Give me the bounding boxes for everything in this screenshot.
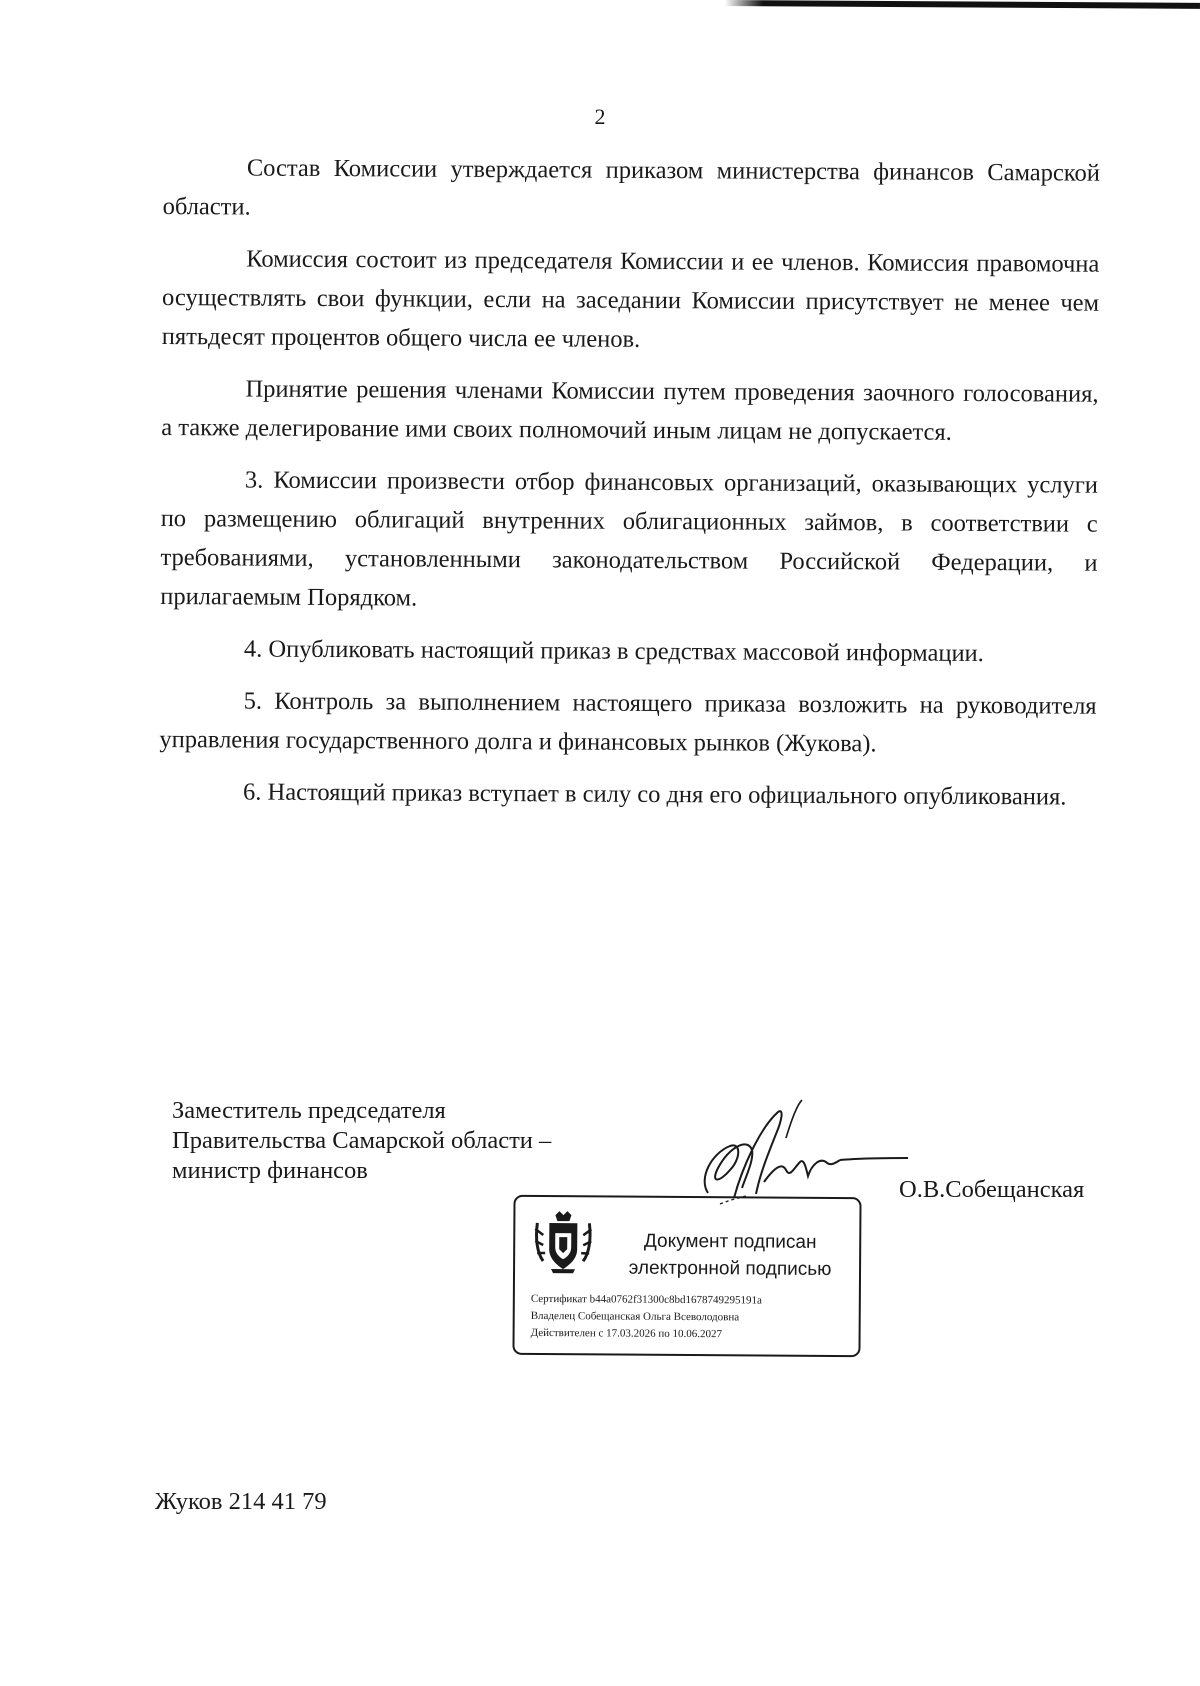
stamp-details bbox=[531, 1291, 762, 1344]
page-number: 2 bbox=[594, 104, 606, 129]
signer-position-line: Правительства Самарской области – bbox=[172, 1127, 552, 1154]
paragraph-item-5: 5. Контроль за выполнением настоящего приказа возложить на руководителя управления государственного долга и финансовых рынков (Жукова). bbox=[159, 687, 1097, 758]
stamp-title-line: электронной подписью bbox=[628, 1257, 832, 1281]
stamp-title bbox=[605, 1227, 855, 1283]
signer-name: О.В.Собещанская bbox=[899, 1176, 1085, 1203]
signer-position-line: Заместитель председателя bbox=[172, 1097, 446, 1124]
coat-of-arms-icon bbox=[533, 1209, 593, 1275]
signer-position bbox=[172, 1096, 551, 1186]
electronic-signature-stamp bbox=[512, 1195, 861, 1357]
paragraph-item-3: 3. Комиссии произвести отбор финансовых организаций, оказывающих услуги по размещению облигаций внутренних облигационных займов, в соответствии с требованиями, установленными законодательством Российской Федерации, и прилагаемым Порядком. bbox=[160, 466, 1099, 612]
handwritten-signature bbox=[690, 1098, 910, 1208]
paragraph-commission-composition: Состав Комиссии утверждается приказом министерства финансов Самарской области. bbox=[162, 154, 1100, 221]
paragraph-item-6: 6. Настоящий приказ вступает в силу со дня его официального опубликования. bbox=[242, 778, 1067, 811]
stamp-title-line: Документ подписан bbox=[643, 1230, 817, 1253]
signer-position-line: министр финансов bbox=[172, 1157, 368, 1184]
scan-border-line bbox=[725, 0, 1200, 9]
certificate-validity: Действителен с 17.03.2026 по 10.06.2027 bbox=[530, 1326, 723, 1341]
paragraph-no-absentee-voting: Принятие решения членами Комиссии путем проведения заочного голосования, а также делегирование ими своих полномочий иным лицам не допускается. bbox=[161, 375, 1099, 446]
paragraph-item-4: 4. Опубликовать настоящий приказ в средствах массовой информации. bbox=[243, 635, 984, 668]
executor-contact: Жуков 214 41 79 bbox=[155, 1488, 327, 1515]
certificate-owner: Владелец Собещанская Ольга Всеволодовна bbox=[530, 1309, 740, 1324]
certificate-number: Сертификат b44a0762f31300c8bd1678749295191a bbox=[530, 1292, 762, 1307]
document-body bbox=[159, 148, 1100, 830]
paragraph-commission-quorum: Комиссия состоит из председателя Комиссии и ее членов. Комиссия правомочна осуществлять свои функции, если на заседании Комиссии присутствует не менее чем пятьдесят процентов общего числа ее членов. bbox=[161, 245, 1100, 353]
